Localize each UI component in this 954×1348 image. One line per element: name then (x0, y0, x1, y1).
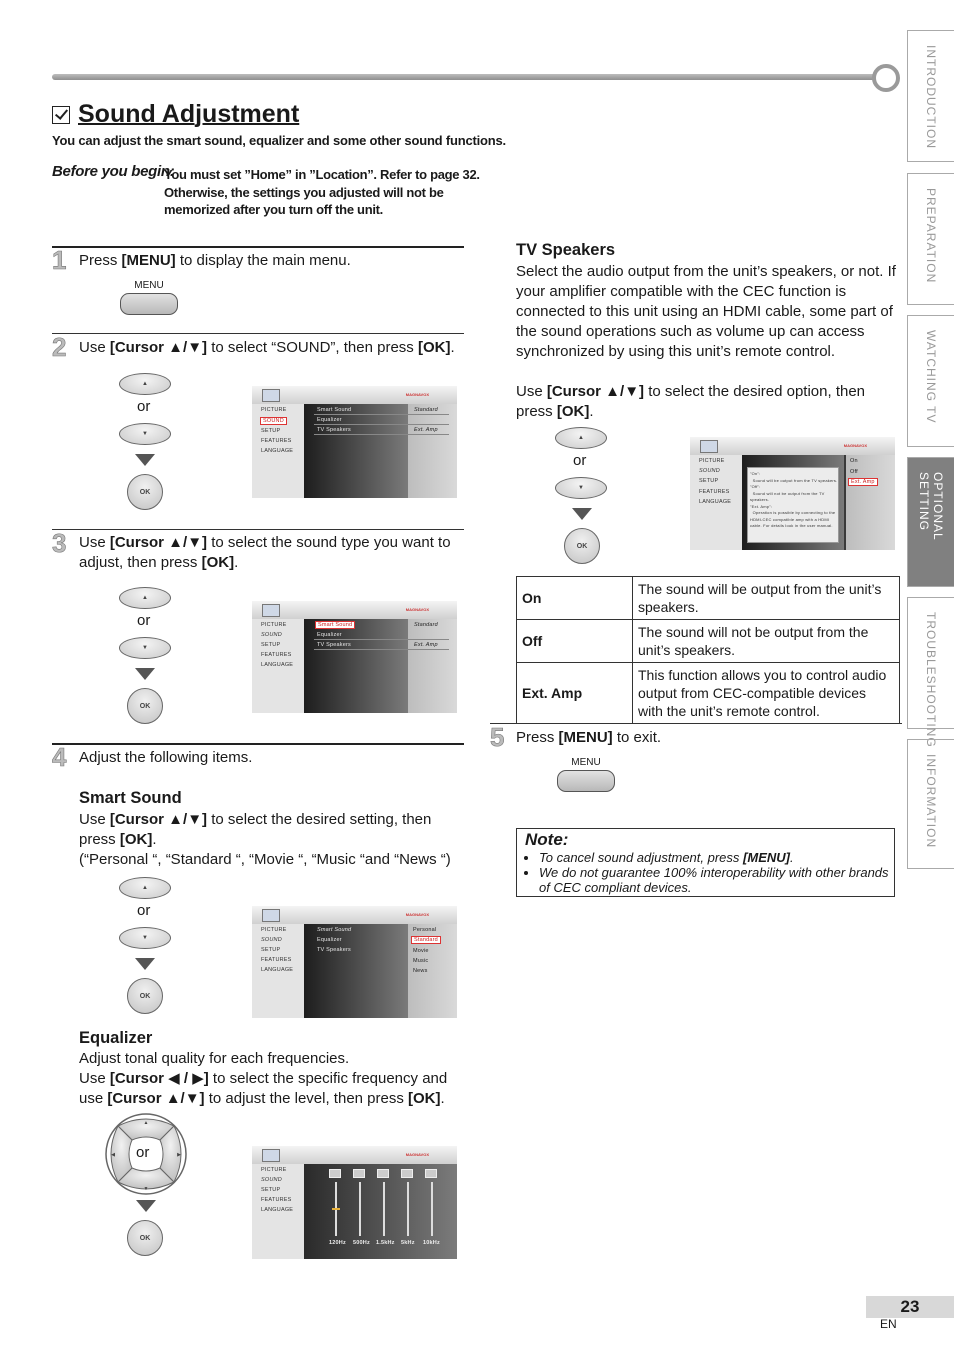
tv-icon (262, 909, 280, 922)
menu-item-sound: SOUND (261, 1177, 282, 1183)
option-standard: Standard (411, 936, 441, 944)
submenu-equalizer: Equalizer (317, 937, 342, 943)
menu-item-sound: SOUND (260, 417, 287, 425)
tv-screen-smart-sound (252, 906, 457, 1018)
step4-rule (52, 743, 464, 745)
menu-item-picture: PICTURE (699, 458, 725, 464)
step1-text: Press [MENU] to display the main menu. (79, 252, 351, 269)
table-row (517, 663, 900, 724)
menu-button-icon (120, 293, 178, 315)
menu-item-language: LANGUAGE (261, 1207, 294, 1213)
tv-speakers-help-text: "On": Sound will be output from the TV speakers. "Off": Sound will not be output from the TV speakers. "Ext. Amp": Operation is possible by connecting to the HDMI-CEC compatible amp with a HDMI cable. For details look in the user manual. (750, 471, 838, 528)
menu-button-label: MENU (571, 757, 601, 768)
tv-speakers-heading: TV Speakers (516, 241, 616, 259)
cursor-down-button-icon: ▼ (119, 637, 171, 659)
note-item: • To cancel sound adjustment, press [MENU]. (539, 850, 889, 865)
or-label: or (137, 612, 151, 629)
or-label: or (573, 452, 587, 469)
menu-item-features: FEATURES (261, 1197, 292, 1203)
step2-rule (52, 333, 464, 334)
note-item: • We do not guarantee 100% interoperability with other brands of CEC compliant devices. (539, 865, 889, 895)
note-list (539, 850, 889, 895)
value-smart-sound: Standard (414, 407, 438, 413)
brand-logo: MAGNAVOX (405, 1152, 429, 1157)
value-smart-sound: Standard (414, 622, 438, 628)
submenu-smart-sound: Smart Sound (317, 927, 352, 933)
step2-text: Use [Cursor ▲/▼] to select “SOUND”, then press [OK]. (79, 339, 455, 356)
submenu-tv-speakers: TV Speakers (317, 947, 351, 953)
menu-item-setup: SETUP (261, 1187, 281, 1193)
ok-button-icon: OK (564, 528, 600, 564)
arrow-down-icon (135, 958, 155, 970)
ok-button-icon: OK (127, 474, 163, 510)
value-tv-speakers: Ext. Amp (414, 427, 438, 433)
table-cell-desc: This function allows you to control audio output from CEC-compatible devices with the unit’s remote control. (633, 663, 900, 724)
option-on: On (850, 458, 858, 464)
or-label: or (137, 398, 151, 415)
note-title: Note: (525, 830, 569, 849)
menu-item-sound: SOUND (261, 632, 282, 638)
equalizer-heading: Equalizer (79, 1029, 153, 1047)
brand-logo: MAGNAVOX (405, 392, 429, 397)
svg-text:▲: ▲ (143, 1120, 149, 1126)
before-you-begin-label: Before you begin: (52, 163, 175, 180)
menu-item-setup: SETUP (261, 947, 281, 953)
menu-item-language: LANGUAGE (261, 662, 294, 668)
tv-screen-sound-type (252, 601, 457, 713)
step3-text: Use [Cursor ▲/▼] to select the sound type you want to adjust, then press [OK]. (79, 534, 451, 571)
option-ext-amp: Ext. Amp (848, 478, 878, 486)
brand-logo: MAGNAVOX (843, 443, 867, 448)
or-label: or (136, 1144, 150, 1161)
step5-number: 5 (490, 722, 505, 752)
side-tab-troubleshooting[interactable]: TROUBLESHOOTING (907, 597, 954, 729)
menu-item-setup: SETUP (261, 428, 281, 434)
cursor-down-button-icon: ▼ (119, 927, 171, 949)
eq-freq-10khz: 10kHz (423, 1240, 440, 1246)
eq-freq-500hz: 500Hz (353, 1240, 370, 1246)
header-circle-ornament (872, 64, 900, 92)
tv-icon (700, 440, 718, 453)
table-cell-key: On (517, 577, 633, 620)
menu-item-sound: SOUND (261, 937, 282, 943)
checkbox-icon (52, 106, 70, 124)
tv-screen-equalizer (252, 1146, 457, 1259)
submenu-tv-speakers: TV Speakers (317, 642, 351, 648)
menu-item-picture: PICTURE (261, 927, 287, 933)
menu-item-features: FEATURES (261, 652, 292, 658)
submenu-equalizer: Equalizer (317, 632, 342, 638)
side-tab-optional-setting[interactable]: OPTIONAL SETTING (907, 457, 954, 587)
svg-text:◀: ◀ (111, 1152, 115, 1158)
menu-button-label: MENU (134, 280, 164, 291)
arrow-down-icon (135, 668, 155, 680)
tv-icon (262, 1149, 280, 1162)
step1-rule (52, 246, 464, 248)
table-cell-desc: The sound will not be output from the unit’s speakers. (633, 620, 900, 663)
menu-item-picture: PICTURE (261, 1167, 287, 1173)
option-personal: Personal (413, 927, 437, 933)
menu-item-setup: SETUP (699, 478, 719, 484)
value-tv-speakers: Ext. Amp (414, 642, 438, 648)
page-title (52, 100, 299, 129)
option-off: Off (850, 469, 858, 475)
tv-icon (262, 389, 280, 402)
step5-text: Press [MENU] to exit. (516, 729, 662, 746)
side-tab-information[interactable]: INFORMATION (907, 739, 954, 869)
cursor-up-button-icon: ▲ (119, 877, 171, 899)
tv-screen-tv-speakers (690, 437, 895, 550)
submenu-equalizer: Equalizer (317, 417, 342, 423)
equalizer-instructions: Adjust tonal quality for each frequencies. Use [Cursor ◀ / ▶] to select the specific frequency and use [Cursor ▲/▼] to adjust the level, then press [OK]. (79, 1050, 448, 1107)
tv-speakers-instructions: Use [Cursor ▲/▼] to select the desired option, then press [OK]. (516, 383, 866, 420)
eq-freq-120hz: 120Hz (329, 1240, 346, 1246)
svg-text:▶: ▶ (177, 1152, 181, 1158)
cursor-up-button-icon: ▲ (119, 587, 171, 609)
tv-screen-sound-menu (252, 386, 457, 498)
cursor-down-button-icon: ▼ (555, 477, 607, 499)
table-row (517, 620, 900, 663)
menu-item-language: LANGUAGE (261, 967, 294, 973)
cursor-up-button-icon: ▲ (555, 427, 607, 449)
menu-item-language: LANGUAGE (261, 448, 294, 454)
cursor-down-button-icon: ▼ (119, 423, 171, 445)
option-news: News (413, 968, 428, 974)
step4-text: Adjust the following items. (79, 749, 253, 766)
or-label: or (137, 902, 151, 919)
menu-item-features: FEATURES (261, 957, 292, 963)
header-rule (52, 74, 882, 80)
menu-item-setup: SETUP (261, 642, 281, 648)
page-title-text: Sound Adjustment (78, 100, 300, 128)
step4-number: 4 (52, 742, 67, 772)
menu-item-features: FEATURES (261, 438, 292, 444)
menu-item-sound: SOUND (699, 468, 720, 474)
menu-item-features: FEATURES (699, 489, 730, 495)
submenu-smart-sound: Smart Sound (315, 621, 355, 629)
svg-text:▼: ▼ (143, 1186, 149, 1192)
submenu-smart-sound: Smart Sound (317, 407, 352, 413)
language-code: EN (880, 1317, 897, 1331)
brand-logo: MAGNAVOX (405, 607, 429, 612)
menu-item-picture: PICTURE (261, 407, 287, 413)
eq-freq-5khz: 5kHz (401, 1240, 415, 1246)
arrow-down-icon (572, 508, 592, 520)
step3-rule (52, 529, 464, 530)
ok-button-icon: OK (127, 688, 163, 724)
side-tab-introduction[interactable]: INTRODUCTION (907, 30, 954, 162)
note-box (516, 828, 895, 897)
tv-speakers-description: Select the audio output from the unit’s speakers, or not. If your amplifier compatible with the CEC function is connected to this unit using an HDMI cable, some part of the sound operations such as volume up can access synchronized by using this unit’s remote control. (516, 263, 896, 360)
table-cell-desc: The sound will be output from the unit’s speakers. (633, 577, 900, 620)
page-number: 23 (866, 1296, 954, 1318)
side-tab-preparation[interactable]: PREPARATION (907, 173, 954, 305)
menu-button-icon (557, 770, 615, 792)
arrow-down-icon (135, 454, 155, 466)
smart-sound-heading: Smart Sound (79, 789, 182, 807)
before-you-begin-text: You must set ”Home” in ”Location”. Refer to page 32. Otherwise, the settings you adjusted will not be memorized after you turn off the unit. (164, 167, 480, 217)
side-tab-watching-tv[interactable]: WATCHING TV (907, 315, 954, 447)
table-row (517, 577, 900, 620)
menu-item-language: LANGUAGE (699, 499, 732, 505)
step2-number: 2 (52, 332, 67, 362)
smart-sound-instructions: Use [Cursor ▲/▼] to select the desired setting, then press [OK]. (“Personal “, “Standard “, “Movie “, “Music “and “News “) (79, 811, 451, 868)
submenu-tv-speakers: TV Speakers (317, 427, 351, 433)
intro-text: You can adjust the smart sound, equalizer and some other sound functions. (52, 133, 506, 148)
menu-item-picture: PICTURE (261, 622, 287, 628)
step3-number: 3 (52, 528, 67, 558)
tv-speakers-options-table (516, 576, 900, 724)
step5-rule (490, 723, 902, 724)
option-movie: Movie (413, 948, 429, 954)
tv-icon (262, 604, 280, 617)
brand-logo: MAGNAVOX (405, 912, 429, 917)
table-cell-key: Off (517, 620, 633, 663)
ok-button-icon: OK (127, 1220, 163, 1256)
arrow-down-icon (136, 1200, 156, 1212)
option-music: Music (413, 958, 429, 964)
eq-freq-1-5khz: 1.5kHz (376, 1240, 395, 1246)
cursor-up-button-icon: ▲ (119, 373, 171, 395)
ok-button-icon: OK (127, 978, 163, 1014)
table-cell-key: Ext. Amp (517, 663, 633, 724)
step1-number: 1 (52, 245, 67, 275)
